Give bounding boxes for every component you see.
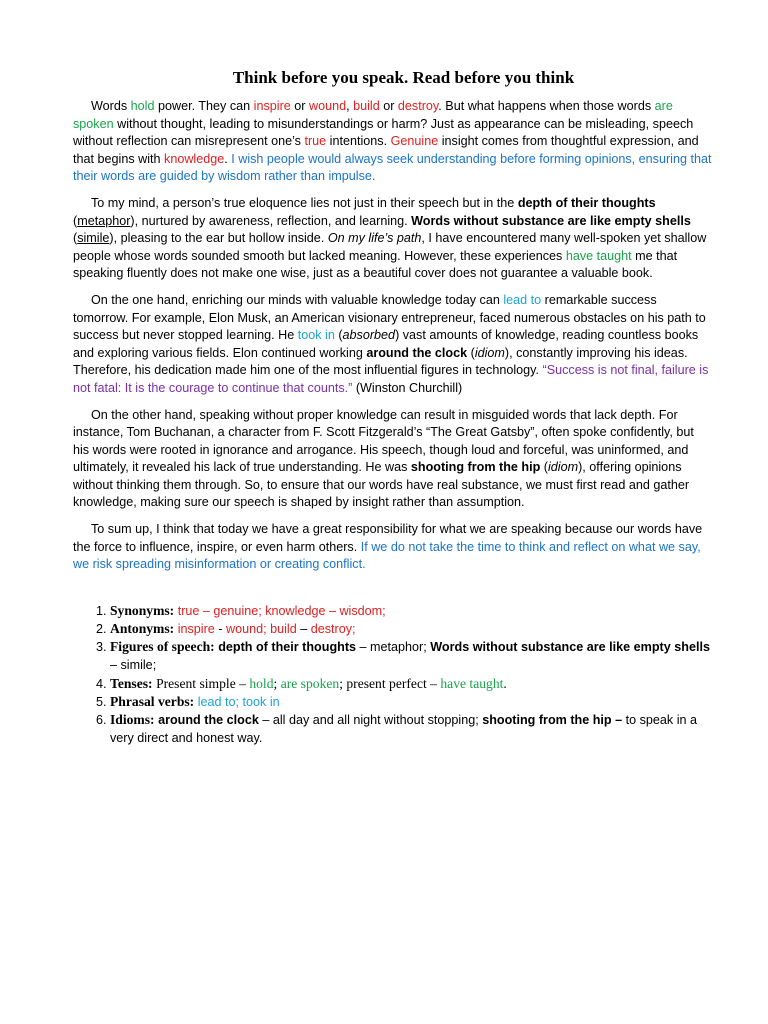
underlined-metaphor: metaphor (77, 213, 131, 228)
text: power. They can (154, 99, 254, 113)
highlight-wound: wound (308, 99, 347, 113)
text: (Winston Churchill) (352, 380, 463, 395)
text: intentions. (326, 134, 391, 149)
bold-phrase: around the clock (158, 713, 259, 728)
phrasal-verbs-value: lead to; took in (197, 694, 280, 709)
term-label: Synonyms: (110, 602, 175, 618)
highlight-lead-to: lead to (503, 292, 542, 307)
text: . (503, 675, 507, 691)
text: ; present perfect – (339, 675, 441, 691)
list-item-antonyms (110, 620, 712, 638)
highlight-destroy: destroy (397, 99, 439, 113)
text: ( (467, 345, 475, 360)
term-label: Idioms: (110, 712, 155, 728)
churchill-quote: “Success is not final, failure is not fatal: It is the courage to continue that counts.” (73, 363, 709, 395)
antonym: inspire (177, 622, 215, 637)
text: ), offering opinions without thinking them through. So, to ensure that our words have real substance, we must first read and gather knowledge, making sure our speech is shaped by insight rather than assumption. (73, 460, 690, 510)
text: . But what happens when those words (438, 99, 655, 113)
italic-life-path: On my life’s path (327, 231, 422, 246)
highlight-genuine: Genuine (390, 134, 439, 149)
highlight-wish-sentence: I wish people would always seek understanding before forming opinions, ensuring that their words are guided by wisdom rather than impulse. (73, 151, 712, 184)
text: ( (334, 328, 343, 343)
text: To sum up, I think that today we have a great responsibility for what we are speaking because our words have the force to influence, inspire, or even harm others. (73, 522, 703, 554)
bold-empty-shells: Words without substance are like empty shells (411, 213, 691, 228)
paragraph-one-hand (73, 292, 712, 398)
highlight-true: true (304, 134, 327, 149)
vocabulary-list (73, 602, 712, 748)
text: , I have encountered many well-spoken yet shallow people whose words sounded smooth but lacked meaning. However, these experiences (73, 231, 707, 263)
page-title: Think before you speak. Read before you think (232, 68, 575, 87)
underlined-simile: simile (77, 231, 110, 246)
synonyms-value: true – genuine; knowledge – wisdom; (177, 603, 386, 618)
paragraph-conclusion (73, 521, 712, 574)
text: or (290, 99, 309, 113)
text: – simile; (110, 658, 157, 673)
bold-phrase: Words without substance are like empty shells (430, 640, 710, 655)
list-item-synonyms (110, 602, 712, 620)
text: On the one hand, enriching our minds with valuable knowledge today can (91, 292, 504, 307)
list-item-figures-of-speech (110, 638, 712, 674)
text: insight comes from thoughtful expression, and that begins with (73, 134, 699, 166)
term-label: Tenses: (110, 675, 153, 691)
bold-phrase: depth of their thoughts (218, 640, 357, 655)
separator: - (214, 622, 227, 637)
highlight-build: build (353, 99, 380, 113)
antonym: wound; build (226, 622, 297, 637)
text: ( (73, 231, 78, 246)
paragraph-eloquence (73, 195, 712, 283)
term-label: Antonyms: (110, 621, 175, 637)
text: ( (73, 213, 78, 228)
highlight-inspire: inspire (253, 99, 291, 113)
text: ), constantly improving his ideas. Therefore, his dedication made him one of the most influential figures in technology. (73, 345, 688, 378)
highlight-took-in: took in (297, 328, 335, 343)
term-label: Phrasal verbs: (110, 693, 195, 709)
text: On the other hand, speaking without proper knowledge can result in misguided words that lack depth. For instance, Tom Buchanan, a character from F. Scott Fitzgerald’s “The Great Gatsby”, often spoke confidently, but his words were rooted in ignorance and arrogance. His speech, though loud and forceful, was uninformed, and ultimately, it revealed his lack of true understanding. He was (73, 407, 694, 475)
text: ( (540, 460, 548, 475)
italic-absorbed: absorbed (342, 328, 396, 343)
text: To my mind, a person’s true eloquence lies not just in their speech but in the (91, 195, 518, 210)
highlight-hold: hold (249, 675, 274, 691)
term-label: Figures of speech: (110, 639, 215, 655)
list-item-phrasal-verbs (110, 693, 712, 711)
text: to speak in a very direct and honest way. (110, 713, 698, 746)
text: ; (273, 675, 281, 691)
text: or (379, 99, 398, 113)
highlight-conclusion-sentence: If we do not take the time to think and reflect on what we say, we risk spreading misinformation or creating conflict. (73, 539, 701, 572)
list-item-idioms (110, 711, 712, 747)
bold-depth-of-thoughts: depth of their thoughts (517, 195, 656, 210)
italic-idiom: idiom (548, 460, 579, 475)
text: – all day and all night without stopping; (258, 713, 483, 728)
antonym: destroy; (310, 622, 356, 637)
text: ) vast amounts of knowledge, reading countless books and exploring various fields. Elon continued working (73, 328, 699, 360)
paragraph-intro (73, 98, 712, 186)
bold-phrase: shooting from the hip – (482, 713, 623, 728)
list-item-tenses (110, 675, 712, 693)
text: – metaphor; (356, 640, 431, 655)
highlight-knowledge: knowledge (164, 151, 225, 166)
text: Words (91, 99, 131, 113)
text: me that speaking fluently does not make one wise, just as a beautiful cover does not guarantee a valuable book. (73, 248, 678, 281)
text: remarkable success tomorrow. For example, Elon Musk, an American visionary entrepreneur, faced numerous obstacles on his path to success but never stopped learning. He (73, 292, 706, 343)
text: . (224, 151, 232, 166)
highlight-hold: hold (130, 99, 155, 113)
italic-idiom: idiom (474, 345, 505, 360)
text: without thought, leading to misunderstandings or harm? Just as appearance can be misleading, speech without reflection can misrepresent one’s (73, 116, 694, 149)
separator: – (296, 622, 311, 637)
bold-around-the-clock: around the clock (366, 345, 468, 360)
text: ), nurtured by awareness, reflection, and learning. (130, 213, 412, 228)
highlight-are-spoken: are spoken (73, 99, 673, 131)
highlight-have-taught: have taught (565, 248, 632, 263)
text: , (346, 99, 354, 113)
bold-shooting-from-the-hip: shooting from the hip (410, 460, 541, 475)
text: ), pleasing to the ear but hollow inside. (109, 231, 328, 246)
highlight-are-spoken: are spoken (280, 675, 340, 691)
text: Present simple – (156, 675, 250, 691)
highlight-have-taught: have taught (440, 675, 504, 691)
paragraph-other-hand (73, 407, 712, 513)
